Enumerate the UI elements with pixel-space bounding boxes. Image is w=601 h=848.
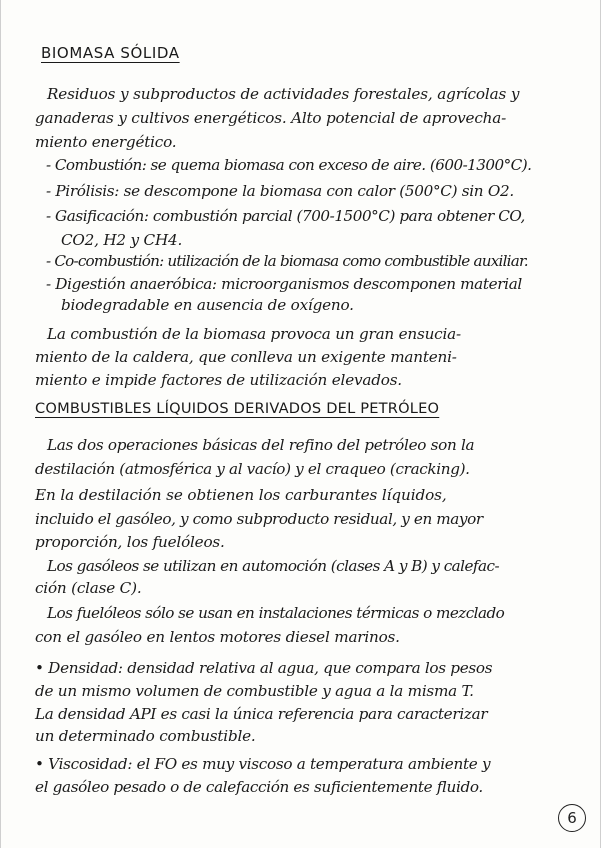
heading-combustibles-liquidos: COMBUSTIBLES LÍQUIDOS DERIVADOS DEL PETRÓLEO [35,400,440,417]
paragraph-line: Las dos operaciones básicas del refino del petróleo son la [47,436,475,454]
paragraph-line: ción (clase C). [35,579,142,597]
list-item: - Pirólisis: se descompone la biomasa con calor (500°C) sin O2. [46,182,514,200]
list-item: - Gasificación: combustión parcial (700-1500°C) para obtener CO, [46,207,525,225]
list-item: - Combustión: se quema biomasa con exceso de aire. (600-1300°C). [46,156,532,174]
list-item: CO2, H2 y CH4. [61,231,183,249]
paragraph-line: miento e impide factores de utilización elevados. [35,371,402,389]
paragraph-line: • Densidad: densidad relativa al agua, que compara los pesos [35,659,493,677]
heading-biomasa-solida: BIOMASA SÓLIDA [41,44,180,62]
paragraph-line: un determinado combustible. [35,727,256,745]
paragraph-line: En la destilación se obtienen los carburantes líquidos, [35,486,447,504]
paragraph-line: • Viscosidad: el FO es muy viscoso a temperatura ambiente y [35,755,491,773]
paragraph-line: La combustión de la biomasa provoca un gran ensucia- [47,325,461,343]
paragraph-line: de un mismo volumen de combustible y agua a la misma T. [35,682,474,700]
paragraph-line: destilación (atmosférica y al vacío) y el craqueo (cracking). [35,460,470,478]
list-item: - Co-combustión: utilización de la biomasa como combustible auxiliar. [46,252,528,270]
paragraph-line: miento energético. [35,133,177,151]
page-number: 6 [558,804,586,832]
paragraph-line: proporción, los fuelóleos. [35,533,225,551]
paragraph-line: Los gasóleos se utilizan en automoción (clases A y B) y calefac- [47,557,500,575]
paragraph-line: el gasóleo pesado o de calefacción es suficientemente fluido. [35,778,483,796]
paragraph-line: con el gasóleo en lentos motores diesel marinos. [35,628,400,646]
paragraph-line: incluido el gasóleo, y como subproducto residual, y en mayor [35,510,483,528]
paragraph-line: Residuos y subproductos de actividades forestales, agrícolas y [47,85,520,103]
paragraph-line: Los fuelóleos sólo se usan en instalaciones térmicas o mezclado [47,604,505,622]
paragraph-line: miento de la caldera, que conlleva un exigente manteni- [35,348,457,366]
paragraph-line: La densidad API es casi la única referencia para caracterizar [35,705,488,723]
list-item: biodegradable en ausencia de oxígeno. [61,296,354,314]
paragraph-line: ganaderas y cultivos energéticos. Alto potencial de aprovecha- [35,109,507,127]
list-item: - Digestión anaeróbica: microorganismos descomponen material [46,275,522,293]
